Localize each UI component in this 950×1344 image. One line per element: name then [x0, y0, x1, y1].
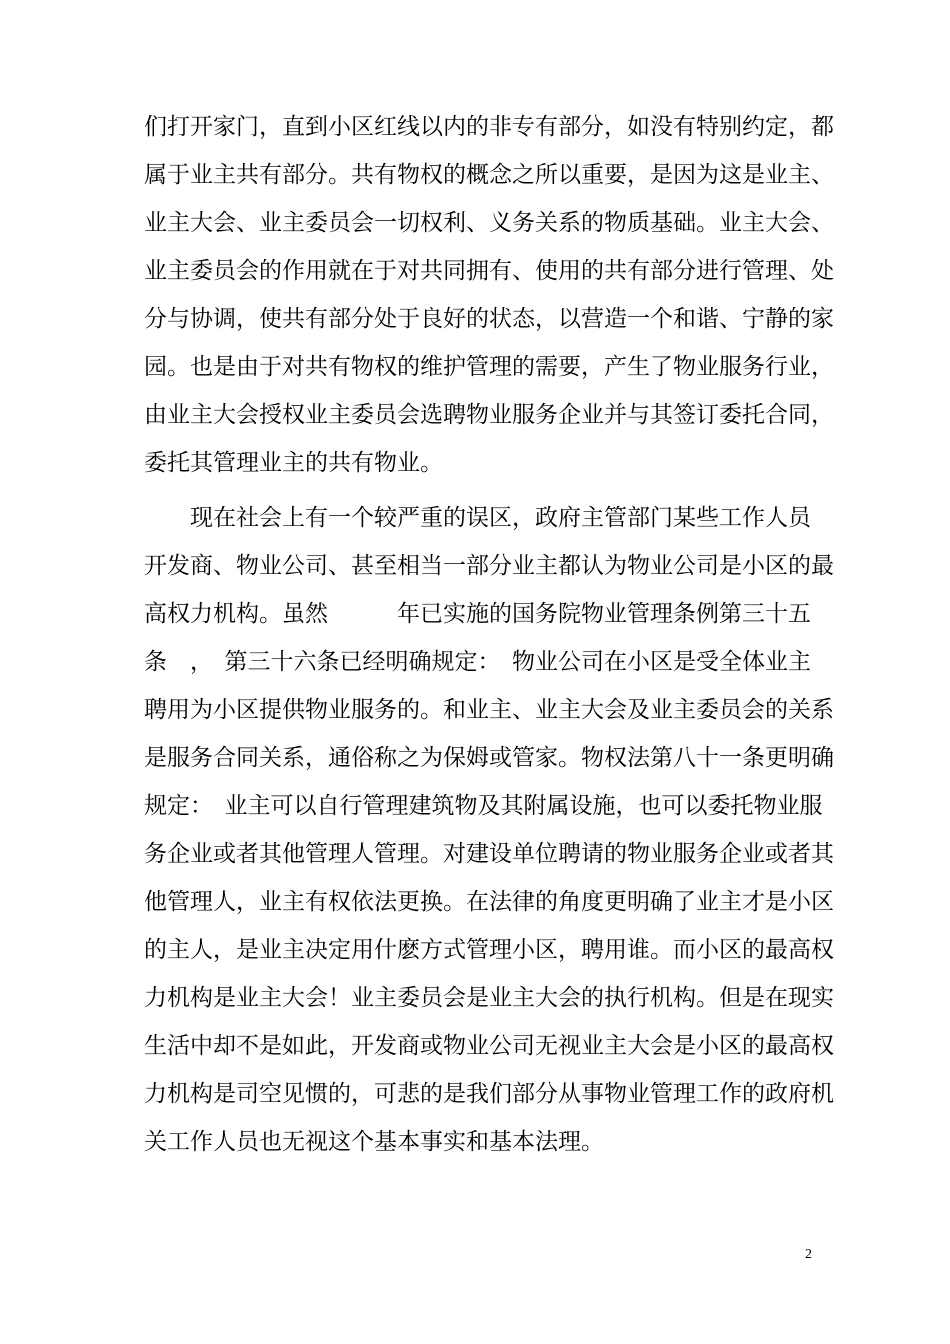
paragraph-2-line-14: 关工作人员也无视这个基本事实和基本法理。 — [144, 1129, 604, 1155]
paragraph-2-line-11: 力机构是业主大会！业主委员会是业主大会的执行机构。但是在现实 — [144, 985, 834, 1011]
paragraph-2-line-1: 现在社会上有一个较严重的误区，政府主管部门某些工作人员 — [144, 505, 811, 531]
paragraph-2-line-10: 的主人，是业主决定用什麽方式管理小区，聘用谁。而小区的最高权 — [144, 937, 834, 963]
paragraph-2-line-2: 开发商、物业公司、甚至相当一部分业主都认为物业公司是小区的最 — [144, 553, 834, 579]
paragraph-2-line-13: 力机构是司空见惯的，可悲的是我们部分从事物业管理工作的政府机 — [144, 1081, 834, 1107]
paragraph-1-line-1: 们打开家门，直到小区红线以内的非专有部分，如没有特别约定，都 — [144, 114, 834, 140]
page-number: 2 — [805, 1247, 812, 1262]
paragraph-2-line-7: 规定： 业主可以自行管理建筑物及其附属设施，也可以委托物业服 — [144, 793, 823, 819]
paragraph-1-line-4: 业主委员会的作用就在于对共同拥有、使用的共有部分进行管理、处 — [144, 258, 834, 284]
paragraph-2-line-4: 条 ， 第三十六条已经明确规定： 物业公司在小区是受全体业主 — [144, 649, 811, 675]
paragraph-1-line-8: 委托其管理业主的共有物业。 — [144, 450, 443, 476]
paragraph-2-line-9: 他管理人，业主有权依法更换。在法律的角度更明确了业主才是小区 — [144, 889, 834, 915]
paragraph-1-line-5: 分与协调，使共有部分处于良好的状态，以营造一个和谐、宁静的家 — [144, 306, 834, 332]
paragraph-1-line-6: 园。也是由于对共有物权的维护管理的需要，产生了物业服务行业， — [144, 354, 834, 380]
paragraph-1-line-7: 由业主大会授权业主委员会选聘物业服务企业并与其签订委托合同， — [144, 402, 834, 428]
paragraph-2-line-12: 生活中却不是如此，开发商或物业公司无视业主大会是小区的最高权 — [144, 1033, 834, 1059]
paragraph-2-line-3: 高权力机构。虽然 年已实施的国务院物业管理条例第三十五 — [144, 601, 811, 627]
paragraph-1-line-3: 业主大会、业主委员会一切权利、义务关系的物质基础。业主大会、 — [144, 210, 834, 236]
paragraph-2-line-8: 务企业或者其他管理人管理。对建设单位聘请的物业服务企业或者其 — [144, 841, 834, 867]
paragraph-2-line-6: 是服务合同关系，通俗称之为保姆或管家。物权法第八十一条更明确 — [144, 745, 834, 771]
paragraph-1-line-2: 属于业主共有部分。共有物权的概念之所以重要，是因为这是业主、 — [144, 162, 834, 188]
paragraph-2-line-5: 聘用为小区提供物业服务的。和业主、业主大会及业主委员会的关系 — [144, 697, 834, 723]
